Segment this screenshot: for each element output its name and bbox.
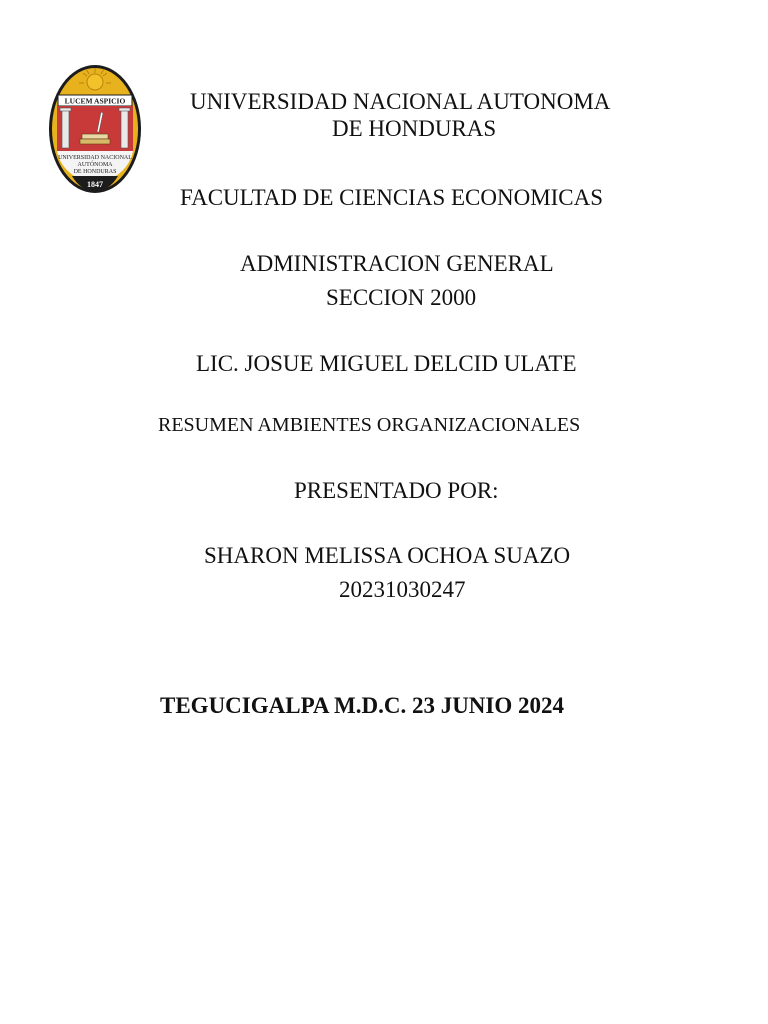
faculty-name: FACULTAD DE CIENCIAS ECONOMICAS [180, 185, 604, 210]
university-seal-logo [48, 64, 142, 194]
section-number: SECCION 2000 [326, 285, 477, 310]
seal-motto: LUCEM ASPICIO [64, 96, 126, 106]
document-title: RESUMEN AMBIENTES ORGANIZACIONALES [158, 414, 581, 436]
student-name: SHARON MELISSA OCHOA SUAZO [204, 543, 571, 568]
seal-ring-line-1: UNIVERSIDAD NACIONAL [58, 155, 132, 161]
university-name-line-1: UNIVERSIDAD NACIONAL AUTONOMA [190, 89, 611, 114]
seal-ring-line-3: DE HONDURAS [73, 169, 117, 175]
student-id: 20231030247 [339, 577, 466, 602]
seal-year: 1847 [87, 180, 103, 189]
seal-ring-line-2: AUTÓNOMA [77, 162, 113, 168]
professor-name: LIC. JOSUE MIGUEL DELCID ULATE [196, 351, 577, 376]
university-name-line-2: DE HONDURAS [332, 116, 497, 141]
course-name: ADMINISTRACION GENERAL [240, 251, 554, 276]
place-date: TEGUCIGALPA M.D.C. 23 JUNIO 2024 [160, 693, 565, 718]
presented-by-label: PRESENTADO POR: [294, 478, 499, 503]
